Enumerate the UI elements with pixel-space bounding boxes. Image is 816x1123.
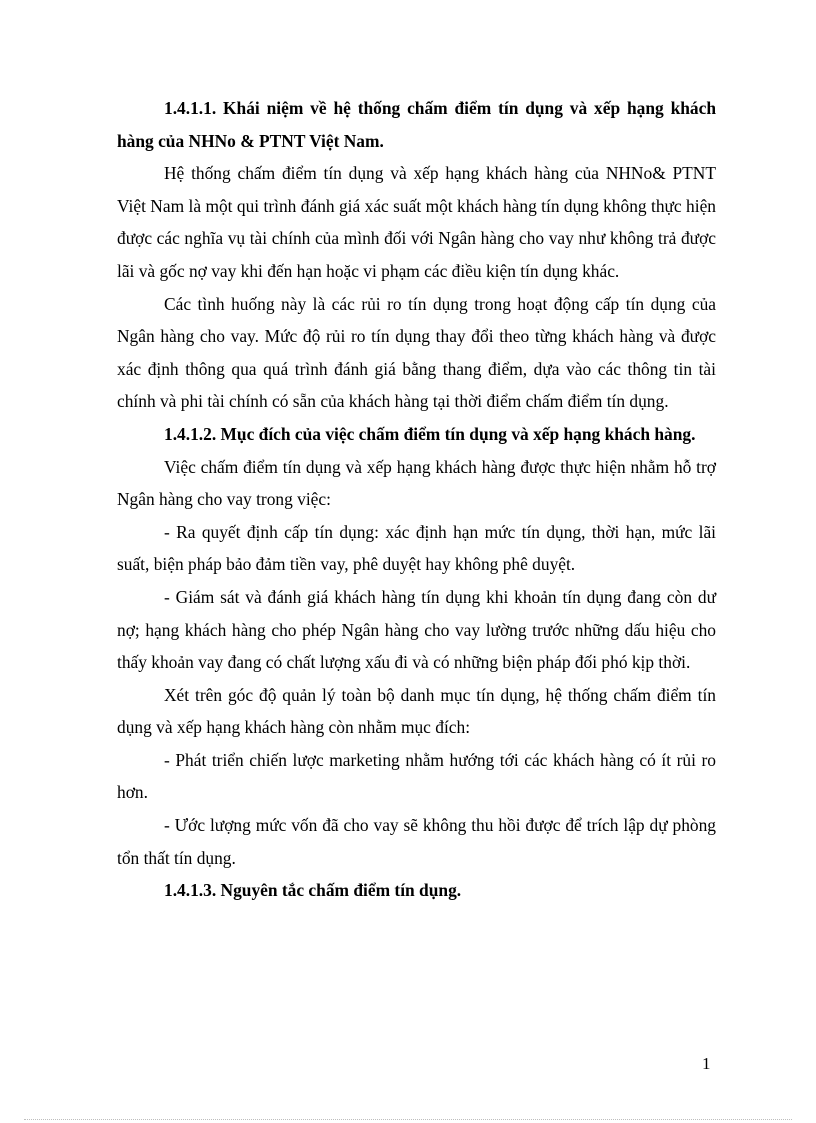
- bullet-marketing: - Phát triển chiến lược marketing nhằm hướng tới các khách hàng có ít rủi ro hơn.: [117, 749, 716, 803]
- paragraph-definition: Hệ thống chấm điểm tín dụng và xếp hạng khách hàng của NHNo& PTNT Việt Nam là một qui trình đánh giá xác suất một khách hàng tín dụng không thực hiện được các nghĩa vụ tài chính của mình đối với Ngân hàng cho vay như không trả được lãi và gốc nợ vay khi đến hạn hoặc vi phạm các điều kiện tín dụng khác.: [117, 163, 716, 281]
- section-heading-1-4-1-1: 1.4.1.1. Khái niệm về hệ thống chấm điểm tín dụng và xếp hạng khách hàng của NHNo & PTNT Việt Nam.: [117, 98, 716, 151]
- section-heading-1-4-1-2: 1.4.1.2. Mục đích của việc chấm điểm tín dụng và xếp hạng khách hàng.: [164, 423, 696, 444]
- page-number: 1: [702, 1054, 711, 1073]
- document-body: [117, 92, 716, 907]
- page-bottom-divider: [24, 1119, 792, 1120]
- bullet-monitoring: - Giám sát và đánh giá khách hàng tín dụng khi khoản tín dụng đang còn dư nợ; hạng khách hàng cho phép Ngân hàng cho vay lường trước những dấu hiệu cho thấy khoản vay đang có chất lượng xấu đi và có những biện pháp đối phó kịp thời.: [117, 586, 716, 673]
- section-heading-1-4-1-3: 1.4.1.3. Nguyên tắc chấm điểm tín dụng.: [164, 880, 462, 901]
- bullet-provisioning: - Ước lượng mức vốn đã cho vay sẽ không thu hồi được để trích lập dự phòng tổn thất tín dụng.: [117, 815, 716, 868]
- bullet-credit-decision: - Ra quyết định cấp tín dụng: xác định hạn mức tín dụng, thời hạn, mức lãi suất, biện pháp bảo đảm tiền vay, phê duyệt hay không phê duyệt.: [117, 521, 716, 575]
- paragraph-risk-situations: Các tình huống này là các rủi ro tín dụng trong hoạt động cấp tín dụng của Ngân hàng cho vay. Mức độ rủi ro tín dụng thay đổi theo từng khách hàng và được xác định thông qua quá trình đánh giá bằng thang điểm, dựa vào các thông tin tài chính và phi tài chính có sẵn của khách hàng tại thời điểm chấm điểm tín dụng.: [117, 293, 716, 412]
- paragraph-portfolio-purpose: Xét trên góc độ quản lý toàn bộ danh mục tín dụng, hệ thống chấm điểm tín dụng và xếp hạng khách hàng còn nhằm mục đích:: [117, 684, 716, 738]
- paragraph-purpose-intro: Việc chấm điểm tín dụng và xếp hạng khách hàng được thực hiện nhằm hỗ trợ Ngân hàng cho vay trong việc:: [117, 456, 716, 510]
